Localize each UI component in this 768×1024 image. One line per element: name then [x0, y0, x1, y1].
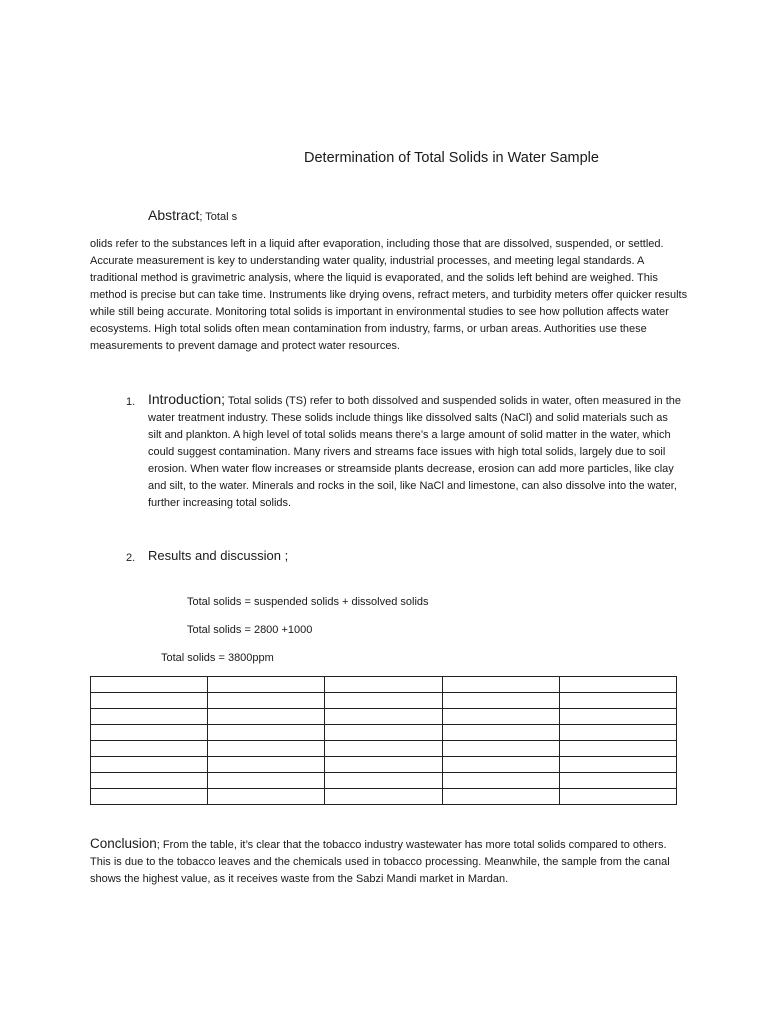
- table-cell: [442, 789, 559, 805]
- table-cell: [91, 741, 208, 757]
- table-cell: [559, 741, 676, 757]
- table-row: [91, 709, 677, 725]
- table-cell: [208, 693, 325, 709]
- equation-line: Total solids = 2800 +1000: [187, 624, 313, 636]
- table-cell: [442, 741, 559, 757]
- table-cell: [208, 677, 325, 693]
- table-cell: [325, 677, 442, 693]
- introduction-number: 1.: [126, 396, 136, 408]
- table-cell: [325, 693, 442, 709]
- table-cell: [208, 773, 325, 789]
- introduction-heading: Introduction;: [148, 391, 226, 407]
- abstract-body: olids refer to the substances left in a liquid after evaporation, including those that are dissolved, suspended, or settled. Accurate measurement is key to understanding water quality, industrial processes, and meeting legal standards. A traditional method is gravimetric analysis, where the liquid is evaporated, and the solids left behind are weighed. This method is precise but can take time. Instruments like drying ovens, refract meters, and turbidity meters offer quicker results while still being accurate. Monitoring total solids is important in environmental studies to see how pollution affects water ecosystems. High total solids often mean contamination from industry, farms, or urban areas. Authorities use these measurements to prevent damage and protect water resources.: [90, 238, 688, 352]
- table-cell: [91, 789, 208, 805]
- table-cell: [325, 773, 442, 789]
- table-cell: [442, 757, 559, 773]
- equation-line: Total solids = 3800ppm: [161, 652, 274, 664]
- table-row: [91, 773, 677, 789]
- table-cell: [91, 757, 208, 773]
- table-cell: [325, 789, 442, 805]
- abstract-heading: Abstract: [148, 207, 200, 223]
- results-heading: Results and discussion ;: [148, 548, 289, 563]
- table-cell: [325, 709, 442, 725]
- table-row: [91, 693, 677, 709]
- table-row: [91, 789, 677, 805]
- table-cell: [442, 725, 559, 741]
- abstract-heading-line: [148, 207, 237, 225]
- table-cell: [91, 773, 208, 789]
- document-title: Determination of Total Solids in Water Sample: [304, 150, 599, 166]
- table-row: [91, 757, 677, 773]
- table-cell: [208, 789, 325, 805]
- results-number: 2.: [126, 552, 136, 564]
- table-cell: [325, 725, 442, 741]
- table-cell: [442, 693, 559, 709]
- table-cell: [91, 709, 208, 725]
- table-cell: [91, 693, 208, 709]
- conclusion-body: ; From the table, it’s clear that the tobacco industry wastewater has more total solids compared to others. This is due to the tobacco leaves and the chemicals used in tobacco processing. Meanwhile, the sample from the canal shows the highest value, as it receives waste from the Sabzi Mandi market in Mardan.: [90, 839, 670, 885]
- table-cell: [208, 757, 325, 773]
- abstract-lead-text: ; Total s: [199, 211, 238, 223]
- table-cell: [208, 725, 325, 741]
- table-row: [91, 677, 677, 693]
- table-cell: [559, 725, 676, 741]
- table-cell: [325, 741, 442, 757]
- table-cell: [559, 693, 676, 709]
- table-cell: [559, 773, 676, 789]
- table-cell: [91, 677, 208, 693]
- table-cell: [559, 709, 676, 725]
- table-cell: [325, 757, 442, 773]
- table-cell: [559, 677, 676, 693]
- table-cell: [559, 789, 676, 805]
- conclusion-paragraph: [90, 835, 680, 888]
- table-cell: [442, 709, 559, 725]
- introduction-body: Total solids (TS) refer to both dissolved and suspended solids in water, often measured in the water treatment industry. These solids include things like dissolved salts (NaCl) and solid materials such as silt and plankton. A high level of total solids means there’s a large amount of solid matter in the water, which could suggest contamination. Many rivers and streams face issues with high total solids, largely due to soil erosion. When water flow increases or streamside plants decrease, erosion can add more particles, like clay and silt, to the water. Minerals and rocks in the soil, like NaCl and limestone, can also dissolve into the water, further increasing total solids.: [148, 395, 682, 509]
- table-cell: [208, 709, 325, 725]
- results-table: [90, 676, 677, 805]
- table-row: [91, 741, 677, 757]
- table-cell: [91, 725, 208, 741]
- equation-line: Total solids = suspended solids + dissolved solids: [187, 596, 429, 608]
- table-row: [91, 725, 677, 741]
- table-cell: [442, 773, 559, 789]
- introduction-paragraph: [148, 391, 683, 512]
- conclusion-heading: Conclusion: [90, 836, 157, 851]
- table-cell: [208, 741, 325, 757]
- table-cell: [442, 677, 559, 693]
- table-cell: [559, 757, 676, 773]
